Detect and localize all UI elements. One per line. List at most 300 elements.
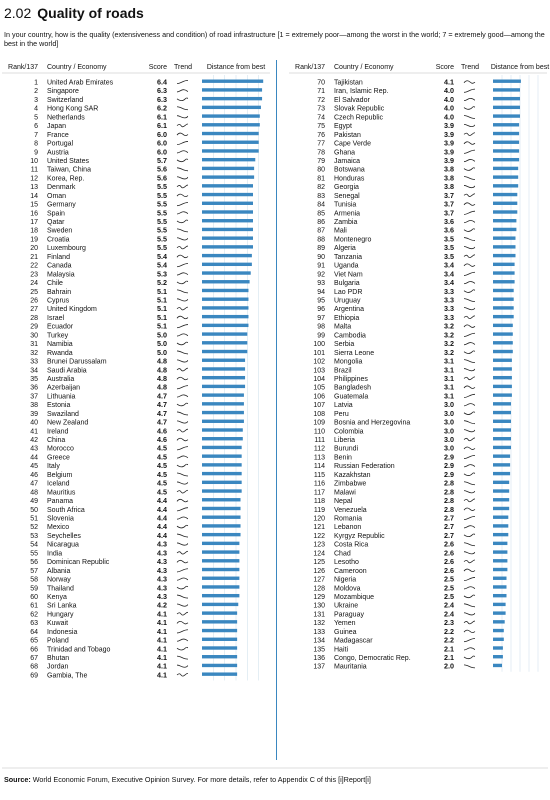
country-label: Azerbaijan xyxy=(47,384,81,392)
country-label: Guatemala xyxy=(334,393,369,401)
trend-sparkline xyxy=(464,211,475,214)
rank-label: 102 xyxy=(313,358,325,366)
rank-label: 107 xyxy=(313,402,325,410)
score-bar xyxy=(202,324,248,327)
trend-sparkline xyxy=(464,360,475,363)
score-bar xyxy=(493,393,512,396)
score-bar xyxy=(493,193,517,196)
score-bar xyxy=(202,559,239,562)
country-label: Mauritius xyxy=(47,489,76,497)
country-label: Armenia xyxy=(334,210,361,218)
country-label: Thailand xyxy=(47,585,74,593)
rank-label: 118 xyxy=(313,498,325,506)
score-label: 4.4 xyxy=(157,522,167,532)
score-bar xyxy=(202,332,247,335)
rank-label: 135 xyxy=(313,646,325,654)
country-label: Peru xyxy=(334,410,349,418)
score-bar xyxy=(202,516,241,519)
rank-label: 86 xyxy=(317,219,325,227)
score-label: 6.3 xyxy=(157,94,167,104)
score-label: 4.7 xyxy=(157,400,167,410)
rank-label: 133 xyxy=(313,628,325,636)
score-bar xyxy=(493,559,507,562)
score-bar xyxy=(493,254,516,257)
trend-sparkline xyxy=(464,630,475,633)
trend-sparkline xyxy=(177,604,188,606)
rank-label: 46 xyxy=(30,471,38,479)
score-bar xyxy=(202,629,237,632)
rank-label: 44 xyxy=(30,454,38,462)
rank-label: 1 xyxy=(34,79,38,87)
country-label: Ukraine xyxy=(334,602,359,610)
rank-label: 36 xyxy=(30,384,38,392)
score-bar xyxy=(202,359,245,362)
score-bar xyxy=(493,638,504,641)
score-bar xyxy=(202,141,259,144)
score-bar xyxy=(202,132,259,135)
trend-sparkline xyxy=(464,648,475,650)
score-bar xyxy=(493,315,514,318)
rank-label: 67 xyxy=(30,655,38,663)
country-label: Rwanda xyxy=(47,349,73,357)
score-label: 2.4 xyxy=(444,600,454,610)
score-label: 4.8 xyxy=(157,365,167,375)
trend-sparkline xyxy=(177,212,188,214)
trend-sparkline xyxy=(464,150,475,153)
score-label: 6.0 xyxy=(157,138,167,148)
score-label: 4.3 xyxy=(157,574,167,584)
trend-sparkline xyxy=(464,124,475,126)
trend-sparkline xyxy=(464,552,475,554)
rank-label: 124 xyxy=(313,550,325,558)
country-label: Congo, Democratic Rep. xyxy=(334,655,411,663)
trend-sparkline xyxy=(464,438,475,441)
score-label: 6.1 xyxy=(157,121,167,131)
trend-sparkline xyxy=(177,90,188,92)
score-label: 4.0 xyxy=(444,86,454,96)
country-label: Switzerland xyxy=(47,96,84,104)
trend-sparkline xyxy=(177,482,188,484)
trend-sparkline xyxy=(464,255,475,258)
score-label: 2.7 xyxy=(444,530,454,540)
country-label: New Zealand xyxy=(47,419,89,427)
rank-label: 108 xyxy=(313,410,325,418)
country-label: Norway xyxy=(47,576,71,584)
score-bar xyxy=(202,106,261,109)
score-bar xyxy=(493,184,518,187)
score-label: 2.8 xyxy=(444,478,454,488)
trend-sparkline xyxy=(464,229,475,232)
trend-sparkline xyxy=(464,185,475,187)
country-label: Greece xyxy=(47,454,70,462)
country-label: Ethiopia xyxy=(334,314,360,322)
country-label: Morocco xyxy=(47,445,74,453)
score-bar xyxy=(202,585,239,588)
rank-label: 8 xyxy=(34,140,38,148)
source-label: Source: xyxy=(4,775,31,784)
country-label: Portugal xyxy=(47,140,74,148)
score-bar xyxy=(493,629,504,632)
score-label: 2.8 xyxy=(444,504,454,514)
score-bar xyxy=(493,132,519,135)
score-label: 4.4 xyxy=(157,513,167,523)
score-bar xyxy=(493,472,510,475)
score-bar xyxy=(493,446,511,449)
country-label: Jordan xyxy=(47,663,69,671)
score-label: 2.5 xyxy=(444,574,454,584)
rank-label: 37 xyxy=(30,393,38,401)
rank-label: 85 xyxy=(317,210,325,218)
rank-label: 100 xyxy=(313,341,325,349)
score-bar xyxy=(202,646,237,649)
score-bar xyxy=(202,271,251,274)
trend-sparkline xyxy=(177,595,188,598)
trend-sparkline xyxy=(177,98,188,101)
country-label: Qatar xyxy=(47,219,65,227)
rank-label: 105 xyxy=(313,384,325,392)
country-label: Slovenia xyxy=(47,515,74,523)
score-bar xyxy=(202,568,239,571)
country-label: Zambia xyxy=(334,219,358,227)
score-bar xyxy=(202,158,255,161)
trend-sparkline xyxy=(177,421,188,423)
score-label: 4.5 xyxy=(157,487,167,497)
score-bar xyxy=(202,219,253,222)
score-bar xyxy=(202,350,247,353)
trend-sparkline xyxy=(177,508,188,511)
score-bar xyxy=(202,550,239,553)
trend-sparkline xyxy=(177,325,188,328)
rank-label: 49 xyxy=(30,498,38,506)
score-label: 5.3 xyxy=(157,269,167,279)
score-label: 3.3 xyxy=(444,304,454,314)
rank-label: 114 xyxy=(313,463,325,471)
score-bar xyxy=(493,149,519,152)
score-bar xyxy=(493,202,517,205)
trend-sparkline xyxy=(464,316,475,319)
score-label: 3.0 xyxy=(444,400,454,410)
score-label: 6.2 xyxy=(157,103,167,113)
score-bar xyxy=(202,298,248,301)
score-bar xyxy=(202,611,237,614)
score-bar xyxy=(493,516,508,519)
score-bar xyxy=(493,80,521,83)
score-label: 5.5 xyxy=(157,182,167,192)
rank-label: 65 xyxy=(30,637,38,645)
rank-label: 88 xyxy=(317,236,325,244)
indicator-description: In your country, how is the quality (extensiveness and condition) of road infrastructure [1 = extremely poor—among the worst in the world; 7 = extremely good—among the best in the world] xyxy=(4,30,545,49)
rank-label: 90 xyxy=(317,253,325,261)
rank-label: 110 xyxy=(313,428,325,436)
score-bar xyxy=(493,411,511,414)
rank-label: 16 xyxy=(30,210,38,218)
country-label: Canada xyxy=(47,262,72,270)
rank-label: 48 xyxy=(30,489,38,497)
score-label: 4.5 xyxy=(157,443,167,453)
score-bar xyxy=(202,236,253,239)
score-label: 3.9 xyxy=(444,129,454,139)
score-bar xyxy=(493,376,512,379)
country-label: Gambia, The xyxy=(47,672,88,680)
trend-sparkline xyxy=(464,369,475,371)
country-label: Malaysia xyxy=(47,271,75,279)
rank-label: 77 xyxy=(317,140,325,148)
country-label: Egypt xyxy=(334,123,352,131)
score-label: 3.9 xyxy=(444,121,454,131)
score-bar xyxy=(493,236,516,239)
country-label: Bhutan xyxy=(47,655,70,663)
rank-label: 7 xyxy=(34,131,38,139)
trend-sparkline xyxy=(177,403,188,406)
country-label: Belgium xyxy=(47,471,73,479)
score-label: 5.0 xyxy=(157,339,167,349)
country-label: Cape Verde xyxy=(334,140,371,148)
score-label: 3.9 xyxy=(444,155,454,165)
score-bar xyxy=(202,80,263,83)
country-label: Cameroon xyxy=(334,567,367,575)
score-label: 5.7 xyxy=(157,155,167,165)
score-label: 3.4 xyxy=(444,278,454,288)
trend-sparkline xyxy=(177,202,188,205)
country-label: Saudi Arabia xyxy=(47,367,87,375)
score-label: 2.4 xyxy=(444,609,454,619)
country-label: Bahrain xyxy=(47,288,72,296)
trend-sparkline xyxy=(464,325,475,328)
trend-sparkline xyxy=(464,499,475,502)
trend-sparkline xyxy=(464,455,475,458)
score-bar xyxy=(202,472,242,475)
score-label: 5.5 xyxy=(157,225,167,235)
score-label: 2.9 xyxy=(444,461,454,471)
trend-sparkline xyxy=(177,368,188,371)
score-label: 3.8 xyxy=(444,182,454,192)
country-label: Brazil xyxy=(334,367,352,375)
score-bar xyxy=(493,324,513,327)
trend-sparkline xyxy=(177,447,188,450)
country-label: Moldova xyxy=(334,585,361,593)
rank-label: 57 xyxy=(30,567,38,575)
score-label: 5.5 xyxy=(157,199,167,209)
trend-sparkline xyxy=(464,473,475,476)
score-bar xyxy=(493,341,513,344)
score-bar xyxy=(202,411,244,414)
country-label: Estonia xyxy=(47,402,71,410)
trend-sparkline xyxy=(464,177,475,180)
score-label: 5.5 xyxy=(157,190,167,200)
rank-label: 91 xyxy=(317,262,325,270)
rank-label: 18 xyxy=(30,227,38,235)
rank-label: 96 xyxy=(317,306,325,314)
score-bar xyxy=(202,420,244,423)
rank-label: 22 xyxy=(30,262,38,270)
trend-sparkline xyxy=(177,395,188,397)
score-label: 2.1 xyxy=(444,653,454,663)
score-label: 4.7 xyxy=(157,391,167,401)
rank-label: 47 xyxy=(30,480,38,488)
score-bar xyxy=(493,228,516,231)
score-bar xyxy=(493,350,513,353)
score-label: 4.4 xyxy=(157,496,167,506)
country-label: Honduras xyxy=(334,175,365,183)
score-label: 4.1 xyxy=(157,653,167,663)
rank-label: 19 xyxy=(30,236,38,244)
score-bar xyxy=(493,550,507,553)
score-label: 6.1 xyxy=(157,112,167,122)
score-label: 6.4 xyxy=(157,77,167,87)
score-label: 2.5 xyxy=(444,591,454,601)
trend-sparkline xyxy=(464,351,475,354)
score-label: 4.3 xyxy=(157,583,167,593)
score-bar xyxy=(202,437,243,440)
rank-label: 106 xyxy=(313,393,325,401)
trend-sparkline xyxy=(177,316,188,319)
country-label: Finland xyxy=(47,253,70,261)
rank-label: 15 xyxy=(30,201,38,209)
score-bar xyxy=(202,228,253,231)
rank-label: 137 xyxy=(313,663,325,671)
score-label: 5.1 xyxy=(157,286,167,296)
score-bar xyxy=(202,463,242,466)
score-label: 3.2 xyxy=(444,321,454,331)
rank-label: 76 xyxy=(317,131,325,139)
trend-sparkline xyxy=(464,543,475,546)
score-label: 5.5 xyxy=(157,243,167,253)
trend-sparkline xyxy=(177,255,188,258)
trend-sparkline xyxy=(177,429,188,432)
country-label: Mali xyxy=(334,227,347,235)
score-label: 3.7 xyxy=(444,199,454,209)
rank-label: 59 xyxy=(30,585,38,593)
rank-label: 20 xyxy=(30,245,38,253)
score-label: 3.6 xyxy=(444,225,454,235)
country-label: Botswana xyxy=(334,166,365,174)
trend-sparkline xyxy=(464,308,475,310)
country-label: Dominican Republic xyxy=(47,559,110,567)
score-label: 3.9 xyxy=(444,147,454,157)
score-bar xyxy=(493,306,514,309)
score-bar xyxy=(202,193,253,196)
score-label: 4.1 xyxy=(157,670,167,680)
score-bar xyxy=(202,254,252,257)
trend-sparkline xyxy=(464,246,475,248)
rank-label: 51 xyxy=(30,515,38,523)
score-label: 4.8 xyxy=(157,373,167,383)
score-bar xyxy=(493,585,507,588)
country-label: Ghana xyxy=(334,149,356,157)
trend-sparkline xyxy=(177,194,188,197)
trend-sparkline xyxy=(177,543,188,545)
country-label: El Salvador xyxy=(334,96,370,104)
rank-label: 80 xyxy=(317,166,325,174)
country-label: Indonesia xyxy=(47,628,78,636)
rank-label: 92 xyxy=(317,271,325,279)
trend-sparkline xyxy=(464,282,475,284)
trend-sparkline xyxy=(177,656,188,659)
score-bar xyxy=(493,542,507,545)
score-bar xyxy=(493,219,516,222)
score-bar xyxy=(202,393,244,396)
rank-label: 116 xyxy=(313,480,325,488)
rank-label: 28 xyxy=(30,314,38,322)
country-label: Madagascar xyxy=(334,637,373,645)
rank-label: 25 xyxy=(30,288,38,296)
rank-label: 55 xyxy=(30,550,38,558)
score-bar xyxy=(202,489,242,492)
score-bar xyxy=(493,263,515,266)
score-bar xyxy=(202,577,239,580)
score-label: 4.5 xyxy=(157,469,167,479)
country-label: Nepal xyxy=(334,498,353,506)
rank-label: 45 xyxy=(30,463,38,471)
trend-sparkline xyxy=(464,560,475,563)
country-label: Viet Nam xyxy=(334,271,363,279)
score-label: 3.8 xyxy=(444,164,454,174)
score-bar xyxy=(493,463,510,466)
rank-label: 132 xyxy=(313,620,325,628)
trend-sparkline xyxy=(177,377,188,380)
country-label: Turkey xyxy=(47,332,69,340)
rank-label: 94 xyxy=(317,288,325,296)
rank-label: 112 xyxy=(313,445,325,453)
score-bar xyxy=(202,123,260,126)
country-label: Swaziland xyxy=(47,410,79,418)
score-label: 3.0 xyxy=(444,408,454,418)
score-bar xyxy=(202,280,250,283)
trend-sparkline xyxy=(177,116,188,118)
country-label: Ecuador xyxy=(47,323,74,331)
score-bar xyxy=(202,542,239,545)
score-label: 3.6 xyxy=(444,217,454,227)
score-bar xyxy=(202,446,242,449)
trend-sparkline xyxy=(464,508,475,511)
score-bar xyxy=(493,533,508,536)
score-label: 2.9 xyxy=(444,452,454,462)
rank-label: 24 xyxy=(30,280,38,288)
score-bar xyxy=(202,507,241,510)
country-label: Iceland xyxy=(47,480,70,488)
score-bar xyxy=(493,655,503,658)
score-bar xyxy=(493,271,515,274)
country-label: Argentina xyxy=(334,306,364,314)
trend-sparkline xyxy=(177,334,188,336)
distance-column-header: Distance from best xyxy=(490,64,550,71)
rank-label: 66 xyxy=(30,646,38,654)
trend-sparkline xyxy=(177,159,188,162)
score-column-header: Score xyxy=(148,64,167,71)
score-label: 2.2 xyxy=(444,635,454,645)
country-label: Japan xyxy=(47,123,67,131)
score-bar xyxy=(202,367,245,370)
trend-sparkline xyxy=(177,124,188,127)
score-bar xyxy=(202,655,237,658)
trend-sparkline xyxy=(464,203,475,206)
country-label: Ireland xyxy=(47,428,69,436)
score-label: 4.3 xyxy=(157,591,167,601)
trend-sparkline xyxy=(177,307,188,310)
trend-sparkline xyxy=(177,517,188,519)
trend-sparkline xyxy=(177,456,188,458)
score-label: 4.3 xyxy=(157,565,167,575)
score-label: 3.4 xyxy=(444,269,454,279)
score-bar xyxy=(202,664,237,667)
country-label: Malta xyxy=(334,323,352,331)
country-label: Latvia xyxy=(334,402,353,410)
score-label: 3.9 xyxy=(444,138,454,148)
trend-sparkline xyxy=(177,560,188,563)
score-bar xyxy=(493,481,509,484)
rank-label: 97 xyxy=(317,314,325,322)
rank-label: 74 xyxy=(317,114,325,122)
